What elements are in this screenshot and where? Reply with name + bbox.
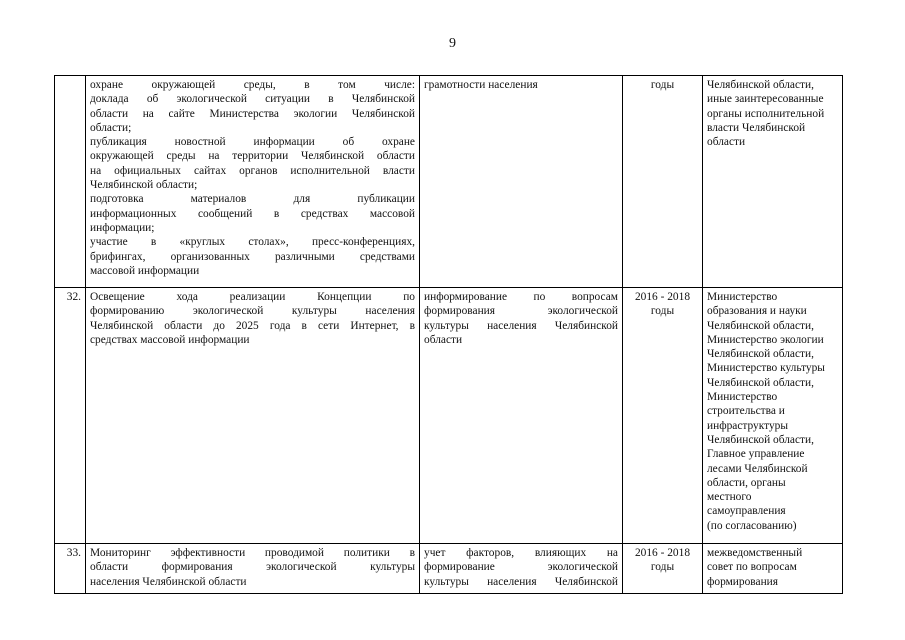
executor-line: Челябинской области, [707, 433, 814, 446]
executor-line: органы исполнительной [707, 107, 825, 120]
result-cell [420, 76, 623, 288]
result-line: грамотности населения [424, 79, 538, 91]
activity-line: публикация новостной информации об охране [90, 136, 415, 149]
activity-line: охране окружающей среды, в том числе: [90, 79, 415, 91]
executor-line: области [707, 136, 746, 149]
activity-cell [86, 544, 420, 594]
activity-line: Мониторинг эффективности проводимой политики в [90, 547, 415, 559]
executor-line: Главное управление [707, 448, 805, 461]
table-row [55, 288, 843, 544]
executor-line: Министерство [707, 291, 778, 303]
activity-line: брифингах, организованных различными средствами [90, 250, 415, 263]
activity-line: подготовка материалов для публикации [90, 193, 415, 206]
row-number-cell: 32. [55, 288, 86, 544]
activity-line: области; [90, 121, 132, 134]
term-line: годы [650, 305, 675, 318]
activity-line: на официальных сайтах органов исполнительной власти [90, 164, 415, 177]
executor-line: самоуправления [707, 505, 786, 518]
result-line: учет факторов, влияющих на [424, 547, 618, 559]
activity-line: информационных сообщений в средствах массовой [90, 207, 415, 220]
activity-line: массовой информации [90, 264, 200, 277]
executor-line: иные заинтересованные [707, 93, 824, 106]
activity-cell [86, 76, 420, 288]
executor-line: Челябинской области, [707, 319, 814, 332]
executor-line: Министерство культуры [707, 362, 825, 375]
page-number: 9 [449, 36, 456, 51]
activity-line: формированию экологической культуры населения [90, 305, 415, 318]
executor-line: Челябинской области, [707, 376, 814, 389]
activity-line: доклада об экологической ситуации в Челябинской [90, 93, 415, 106]
activity-line: Освещение хода реализации Концепции по [90, 291, 415, 303]
result-line: культуры населения Челябинской [424, 319, 618, 332]
term-line: годы [650, 561, 675, 574]
table-row [55, 544, 843, 594]
activity-line: населения Челябинской области [90, 575, 247, 588]
activity-line: средствах массовой информации [90, 333, 250, 346]
executor-line: (по согласованию) [707, 519, 797, 532]
result-line: области [424, 333, 463, 346]
term-cell [623, 76, 703, 288]
table-row [55, 76, 843, 288]
result-cell [420, 288, 623, 544]
executor-line: Министерство экологии [707, 333, 824, 346]
result-line: культуры населения Челябинской [424, 575, 618, 588]
term-line: годы [650, 79, 675, 91]
term-cell [623, 544, 703, 594]
term-line: 2016 - 2018 [634, 547, 691, 559]
result-line: формирование экологической [424, 561, 618, 574]
executor-line: власти Челябинской [707, 121, 806, 134]
activity-line: окружающей среды на территории Челябинской области [90, 150, 415, 163]
term-line: 2016 - 2018 [634, 291, 691, 303]
executor-line: межведомственный [707, 547, 803, 559]
executor-cell [703, 76, 843, 288]
activity-line: области формирования экологической культуры [90, 561, 415, 574]
activity-line: области на сайте Министерства экологии Челябинской [90, 107, 415, 120]
row-number-cell [55, 76, 86, 288]
activities-table [54, 75, 843, 594]
executor-line: Челябинской области, [707, 348, 814, 361]
activity-line: Челябинской области до 2025 года в сети Интернет, в [90, 319, 415, 332]
executor-line: местного [707, 491, 752, 504]
executor-line: совет по вопросам [707, 561, 797, 574]
result-cell [420, 544, 623, 594]
executor-cell [703, 544, 843, 594]
executor-line: формирования [707, 575, 779, 588]
executor-line: строительства и [707, 405, 785, 418]
executor-line: лесами Челябинской [707, 462, 808, 475]
activity-line: участие в «круглых столах», пресс-конференциях, [90, 236, 415, 249]
executor-line: инфраструктуры [707, 419, 788, 432]
activity-cell [86, 288, 420, 544]
executor-line: Министерство [707, 391, 778, 404]
row-number-cell: 33. [55, 544, 86, 594]
executor-cell [703, 288, 843, 544]
executor-line: Челябинской области, [707, 79, 814, 91]
executor-line: образования и науки [707, 305, 807, 318]
activity-line: Челябинской области; [90, 179, 198, 192]
term-cell [623, 288, 703, 544]
result-line: информирование по вопросам [424, 291, 618, 303]
executor-line: области, органы [707, 476, 786, 489]
result-line: формирования экологической [424, 305, 618, 318]
activity-line: информации; [90, 221, 155, 234]
